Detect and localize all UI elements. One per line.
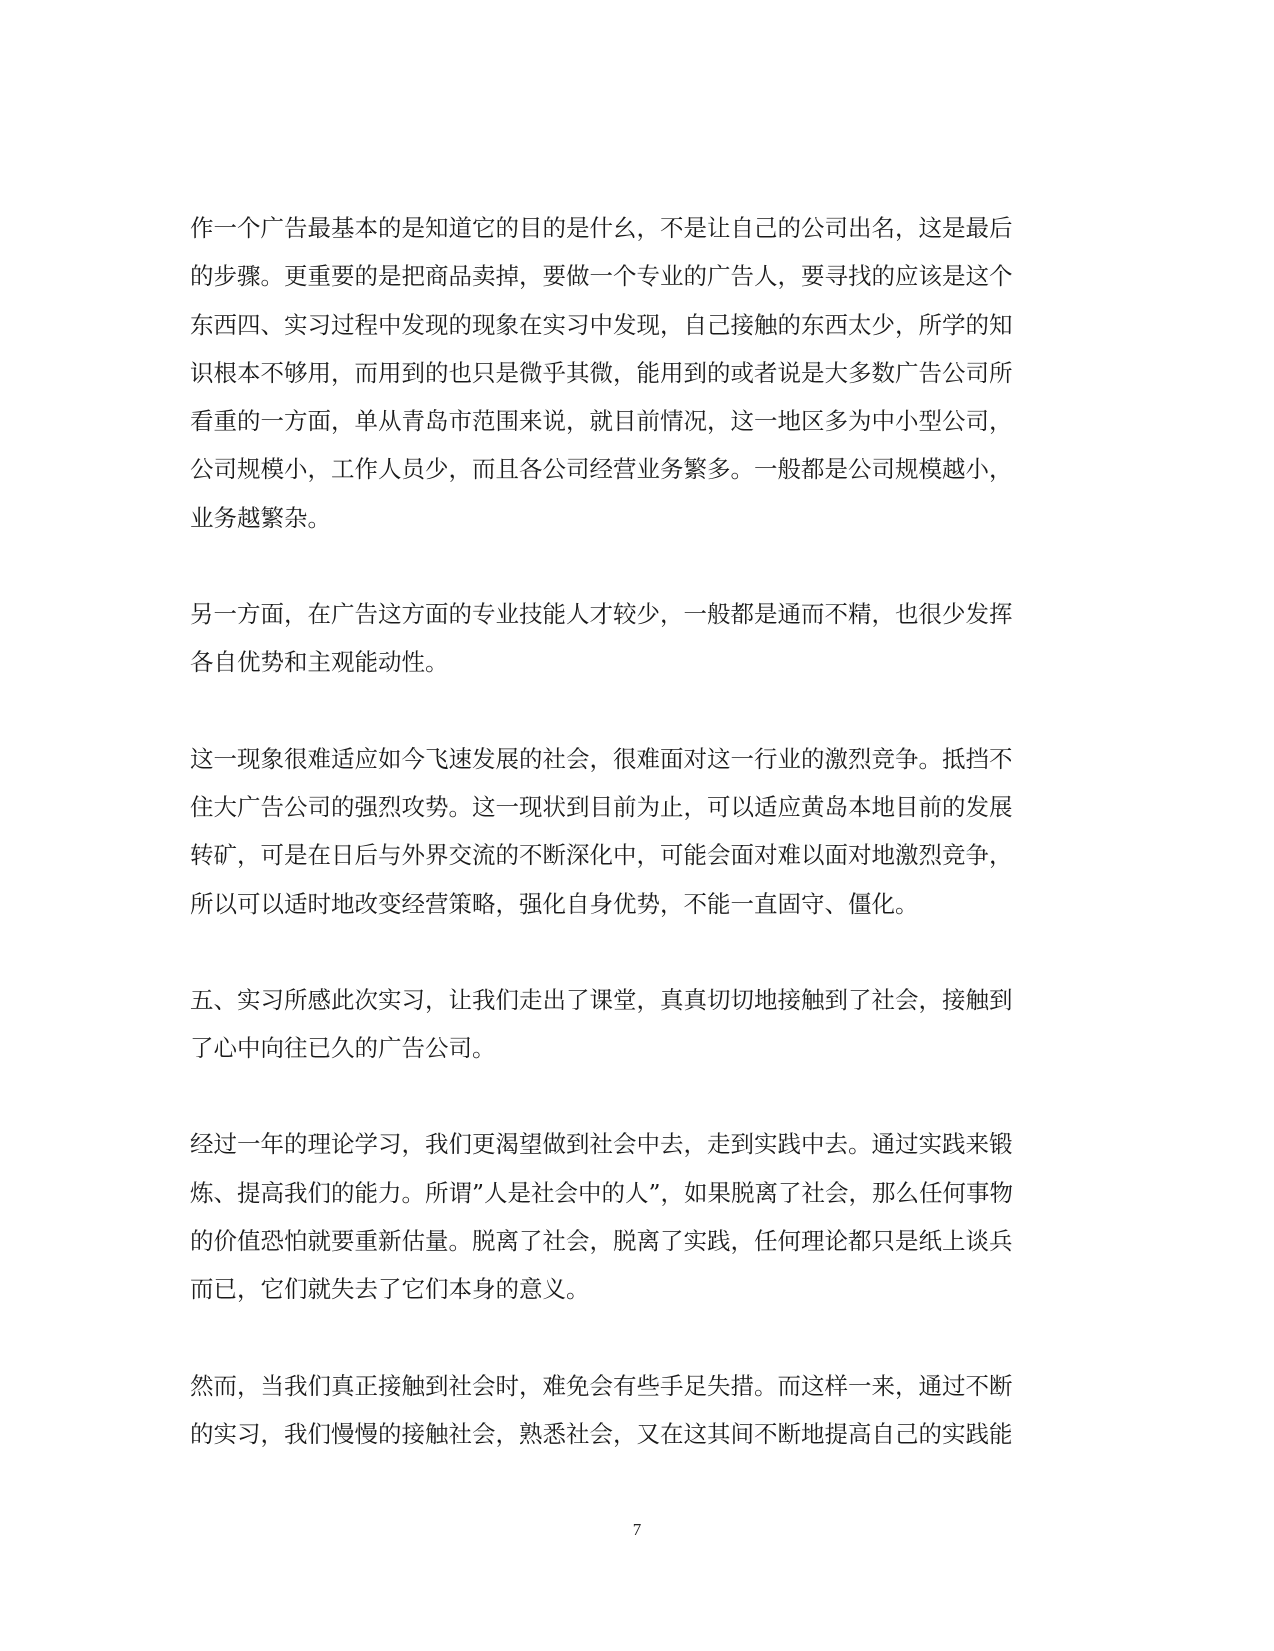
text-line: 另一方面，在广告这方面的专业技能人才较少，一般都是通而不精，也很少发挥	[190, 600, 1013, 629]
paragraph-spacer	[190, 1314, 1090, 1362]
paragraph-spacer	[190, 687, 1090, 735]
text-line: 作一个广告最基本的是知道它的目的是什幺，不是让自己的公司出名，这是最后	[190, 214, 1013, 242]
page-number: 7	[632, 1520, 642, 1539]
text-line: 公司规模小，工作人员少，而且各公司经营业务繁多。一般都是公司规模越小，	[190, 455, 1013, 484]
paragraph-6	[190, 1362, 1090, 1459]
text-line: 经过一年的理论学习，我们更渴望做到社会中去，走到实践中去。通过实践来锻	[190, 1130, 1013, 1159]
text-line: 东西四、实习过程中发现的现象在实习中发现，自己接触的东西太少，所学的知	[190, 310, 1013, 339]
text-line: 各自优势和主观能动性。	[190, 648, 449, 677]
paragraph-1	[190, 204, 1090, 542]
text-line: 住大广告公司的强烈攻势。这一现状到目前为止，可以适应黄岛本地目前的发展	[190, 792, 1013, 821]
paragraph-4	[190, 976, 1090, 1073]
text-line: 五、实习所感此次实习，让我们走出了课堂，真真切切地接触到了社会，接触到	[190, 985, 1013, 1014]
paragraph-spacer	[190, 928, 1090, 976]
text-line: 业务越繁杂。	[190, 503, 331, 532]
paragraph-spacer	[190, 1072, 1090, 1120]
text-line: 所以可以适时地改变经营策略，强化自身优势，不能一直固守、僵化。	[190, 889, 919, 918]
text-line: 的实习，我们慢慢的接触社会，熟悉社会，又在这其间不断地提高自己的实践能	[190, 1419, 1013, 1448]
text-line: 了心中向往已久的广告公司。	[190, 1034, 496, 1063]
text-line: 的步骤。更重要的是把商品卖掉，要做一个专业的广告人，要寻找的应该是这个	[190, 262, 1013, 291]
text-line: 然而，当我们真正接触到社会时，难免会有些手足失措。而这样一来，通过不断	[190, 1371, 1013, 1400]
text-line: 炼、提高我们的能力。所谓”人是社会中的人”，如果脱离了社会，那么任何事物	[190, 1178, 1014, 1207]
paragraph-5	[190, 1120, 1090, 1313]
text-line: 这一现象很难适应如今飞速发展的社会，很难面对这一行业的激烈竞争。抵挡不	[190, 744, 1013, 773]
paragraph-spacer	[190, 542, 1090, 590]
document-body	[190, 204, 1090, 1458]
text-line: 转矿，可是在日后与外界交流的不断深化中，可能会面对难以面对地激烈竞争，	[190, 841, 1013, 870]
paragraph-3	[190, 735, 1090, 928]
text-line: 看重的一方面，单从青岛市范围来说，就目前情况，这一地区多为中小型公司，	[190, 407, 1013, 436]
text-line: 而已，它们就失去了它们本身的意义。	[190, 1275, 590, 1304]
text-line: 的价值恐怕就要重新估量。脱离了社会，脱离了实践，任何理论都只是纸上谈兵	[190, 1227, 1013, 1256]
paragraph-2	[190, 590, 1090, 687]
text-line: 识根本不够用，而用到的也只是微乎其微，能用到的或者说是大多数广告公司所	[190, 358, 1013, 387]
